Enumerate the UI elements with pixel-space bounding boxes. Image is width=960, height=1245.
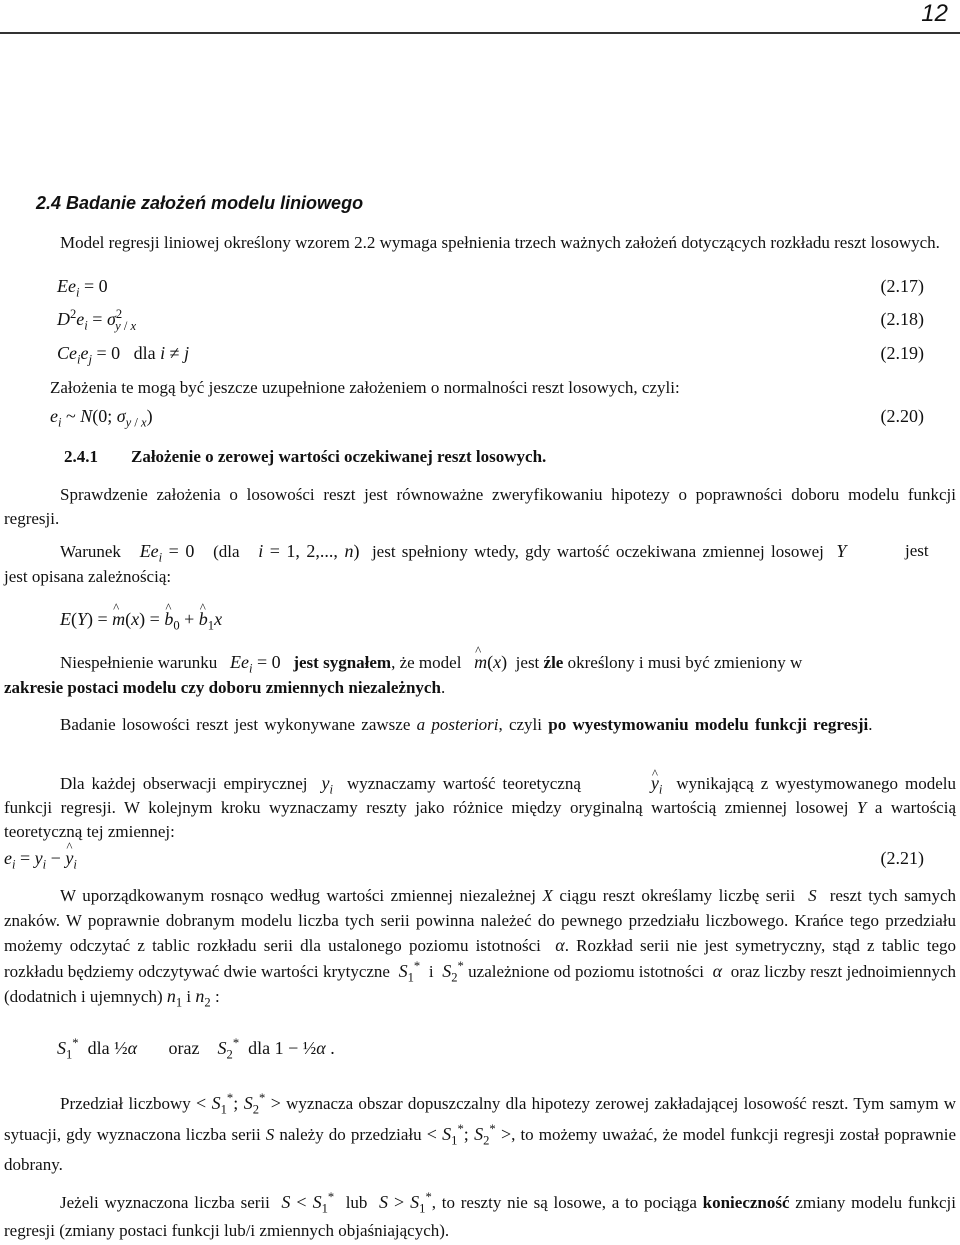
a-posteriori-paragraph: Badanie losowości reszt jest wykonywane zawsze a posteriori, czyli po wyestymowaniu modelu funkcji regresji.: [60, 715, 873, 734]
verification-paragraph: Sprawdzenie założenia o losowości reszt jest równoważne zweryfikowaniu hipotezy o poprawności doboru modelu funkcji regresji.: [4, 485, 956, 528]
equation-2-21: $e_i = y_i$ − ^ $y_i$: [4, 848, 77, 869]
critical-values-line: $S_1^*$ dla ½α oraz $S_2^*$ dla 1 − ½α .: [57, 1036, 335, 1062]
section-heading: 2.4 Badanie założeń modelu liniowego: [36, 193, 364, 213]
condition-word: jest: [905, 541, 929, 560]
equation-number: (2.18): [880, 309, 924, 329]
runs-paragraph: W uporządkowanym rosnąco według wartości zmiennej niezależnej X ciągu reszt określamy liczbę serii S reszt tych samych znaków. W poprawnie dobranym modelu liczba tych serii powinna należeć do pewnego przedziału liczbowego. Krańce tego przedziału możemy odczytać z tablic rozkładu serii dla ustalonego poziomu istotności α. Rozkład serii nie jest symetryczny, stąd z tablic tego rozkładu będziemy odczytywać dwie wartości krytyczne $S_1^*$ i $S_2^*$ uzależnione od poziomu istotności α oraz liczby reszt jednoimiennych (dodatnich i ujemnych) $n_1$ i $n_2$ :: [4, 886, 957, 1010]
interval-paragraph: Przedział liczbowy < $S_1^*$; $S_2^*$ > wyznacza obszar dopuszczalny dla hipotezy zerowej zakładającej losowość reszt. Tym samym w sytuacji, gdy wyznaczona liczba serii S należy do przedziału < $S_1^*$; $S_2^*$ >, to możemy uważać, że model funkcji regresji został poprawnie dobrany.: [4, 1091, 957, 1174]
condition-continued: jest opisana zależnością:: [4, 567, 172, 586]
violation-continued: zakresie postaci modelu czy doboru zmiennych niezależnych.: [4, 678, 446, 697]
equation-2-18: $D^2e_i = \sigma^2_{y / x}$: [57, 307, 137, 333]
violation-line: Niespełnienie warunku $Ee_i = 0$ jest sygnałem, że model ^ m(x) jest źle określony i musi być zmieniony w: [60, 652, 802, 673]
subsection-title: Założenie o zerowej wartości oczekiwanej reszt losowych.: [131, 447, 547, 466]
header-rule: [0, 32, 960, 34]
equation-word: dla: [133, 343, 156, 363]
subsection-number: 2.4.1: [64, 447, 98, 466]
normality-paragraph: Założenia te mogą być jeszcze uzupełnione założeniem o normalności reszt losowych, czyli:: [50, 378, 680, 397]
condition-line: Warunek $Ee_i = 0$ (dla i = 1, 2,..., n) jest spełniony wtedy, gdy wartość oczekiwana zmiennej losowej Y: [60, 541, 847, 565]
equation-number: (2.21): [880, 848, 924, 868]
conclusion-paragraph: Jeżeli wyznaczona liczba serii $S < S_1^*$ lub $S > S_1^*$, to reszty nie są losowe, a to pociąga konieczność zmiany modelu funkcji regresji (zmiany postaci funkcji lub/i zmiennych objaśniających).: [4, 1190, 957, 1240]
equation-number: (2.17): [880, 276, 924, 296]
equation-number: (2.19): [880, 343, 924, 363]
intro-paragraph: Model regresji liniowej określony wzorem 2.2 wymaga spełnienia trzech ważnych założeń dotyczących rozkładu reszt losowych.: [60, 233, 940, 252]
equation-2-17: $Ee_i = 0$: [57, 276, 108, 300]
equation-number: (2.20): [880, 406, 924, 426]
equation-2-20: $e_i$ ~ N(0; $\sigma_{y / x}$): [50, 406, 153, 430]
page-number: 12: [921, 0, 948, 27]
regression-equation: E(Y) = ^ m(x) = ^ $b_0$ + ^ $b_1x$: [60, 609, 222, 630]
equation-2-19: $Ce_ie_j = 0$ dla i ≠ j: [57, 343, 190, 367]
residuals-paragraph: Dla każdej obserwacji empirycznej $y_i$ wyznaczamy wartość teoretyczną ^ $y_i$ wynikającą z wyestymowanego modelu funkcji regresji. W kolejnym kroku wyznaczamy reszty jako różnice między oryginalną wartością zmiennej losowej Y a wartością teoretyczną tej zmiennej:: [4, 771, 956, 844]
